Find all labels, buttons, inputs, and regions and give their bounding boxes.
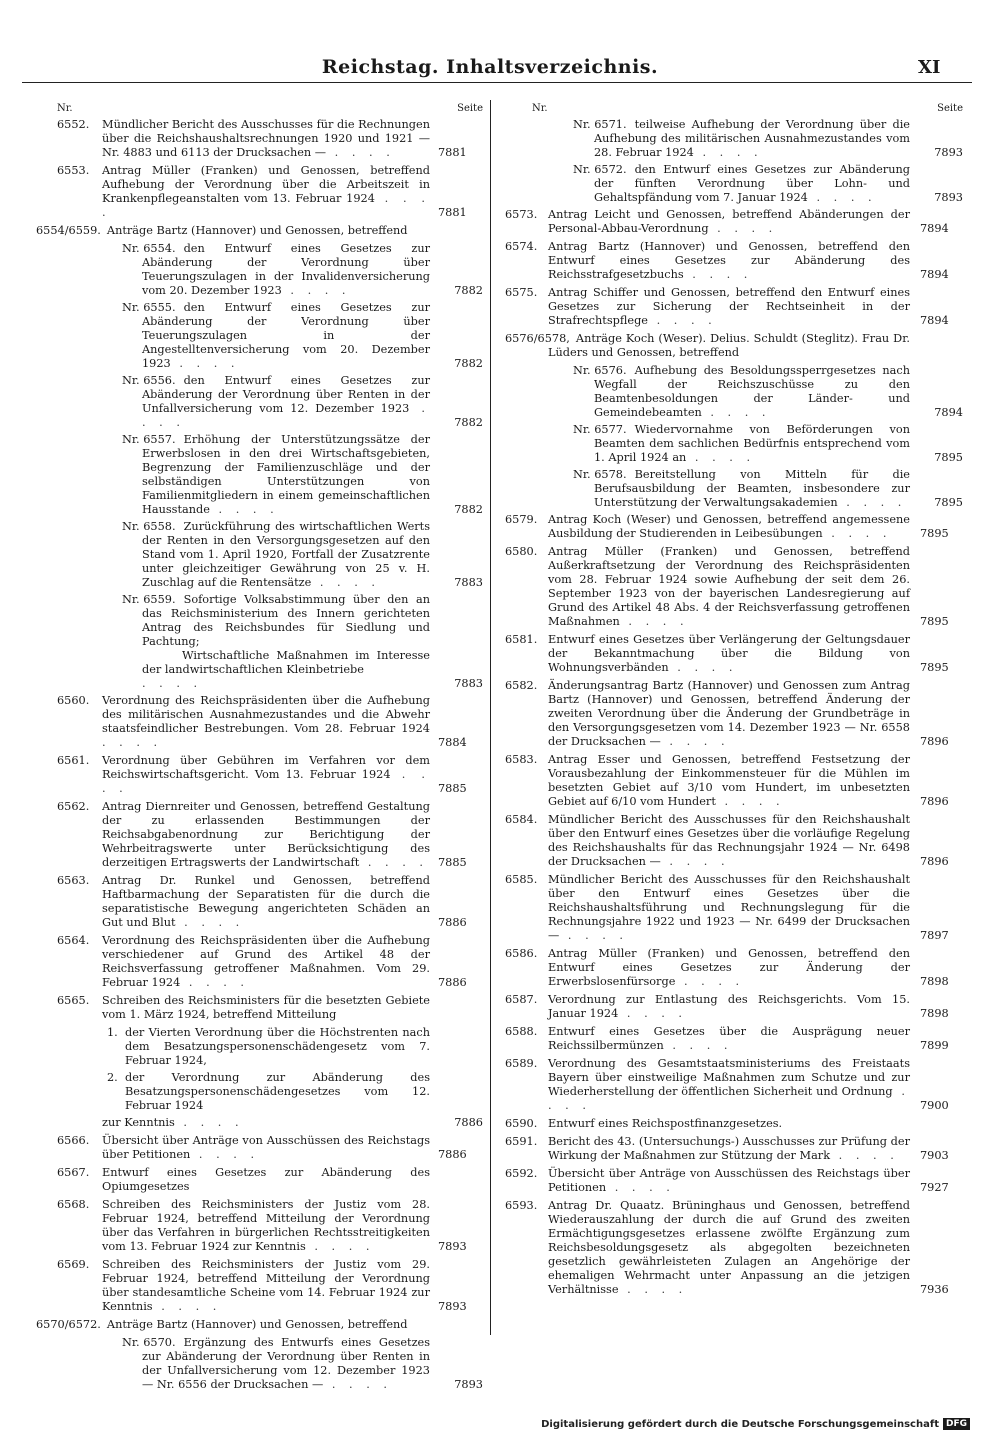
entry-text: Übersicht über Anträge von Ausschüssen des Reichstags über Petitionen [548,1167,910,1194]
dot-leader: . . . . [660,855,730,868]
sub-entry [500,423,965,465]
entry-number: 6554/6559. [36,224,101,237]
dot-leader: . . . . [683,268,753,281]
entry-number: 6590. [505,1117,538,1130]
entry-number: 6563. [57,874,90,887]
index-entry: 6573. Antrag Leicht und Genossen, betreffend Abänderungen der Personal-Abbau-Verordnung . . . . 7894 [505,208,949,235]
entry-number: 6593. [505,1199,538,1212]
entry-text: Entwurf eines Gesetzes über Verlängerung der Geltungsdauer der Bekanntmachung über die Bildung von Wohnungsverbänden [548,633,910,674]
entry-text: Antrag Müller (Franken) und Genossen, betreffend Aufhebung der Verordnung über die Arbeitszeit in Krankenpflegeanstalten vom 13. Februar 1924 [102,164,430,205]
dot-leader: . . . . [323,1378,392,1391]
sub-entry [25,593,485,691]
entry-text: Wiedervornahme von Beförderungen von Beamten dem sachlichen Bedürfnis entsprechend vom 1. April 1924 an [594,423,910,464]
entry-number: 6580. [505,545,538,558]
entry-number: 1. [107,1026,118,1039]
entry-text: Verordnung des Gesamtstaatsministeriums des Freistaats Bayern über einstweilige Maßnahmen zum Schutze und zur Wiederherstellung der öffentlichen Sicherheit und Ordnung [548,1057,910,1098]
entry-page: 7882 [454,503,483,516]
entry-number: 6565. [57,994,90,1007]
dot-leader: . . . . [311,576,381,589]
index-entry: 6563. Antrag Dr. Runkel und Genossen, betreffend Haftbarmachung der Separatisten für die durch die separatistische Bewegung angerichteten Schäden an Gut und Blut . . . . 7886 [57,874,467,929]
entry-list [25,118,485,1392]
dot-leader: . . . . [180,976,250,989]
page-title: Reichstag. Inhaltsverzeichnis. [321,56,659,78]
entry-number: 6566. [57,1134,90,1147]
index-entry: 6553. Antrag Müller (Franken) und Genossen, betreffend Aufhebung der Verordnung über die Arbeitszeit in Krankenpflegeanstalten vom 13. Februar 1924 . . . . 7881 [57,164,467,219]
entry-text: Entwurf eines Gesetzes zur Abänderung des Opiumgesetzes [102,1166,430,1193]
dot-leader: . . . . [142,402,430,429]
dot-leader: . . . . [693,146,763,159]
entry-number: 6570/6572. [36,1318,101,1331]
index-entry: 6581. Entwurf eines Gesetzes über Verlängerung der Geltungsdauer der Bekanntmachung über die Bildung von Wohnungsverbänden . . . . 7895 [505,633,949,674]
entry-text: Anträge Bartz (Hannover) und Genossen, betreffend [106,224,408,237]
entry-number: 6583. [505,753,538,766]
dot-leader: . . . . [175,916,245,929]
entry-page: 7882 [454,357,483,370]
entry-number: 6574. [505,240,538,253]
entry-text: Erhöhung der Unterstützungssätze der Erwerbslosen in den drei Wirtschaftsgebieten, Begrenzung der Familienzuschläge und der selbständigen Unterstützungen von Familienmitgliedern in einem gemeinschaftlichen Hausstande [142,433,430,516]
dot-leader: . . . . [715,795,785,808]
index-entry: 6566. Übersicht über Anträge von Ausschüssen des Reichstags über Petitionen . . . . 7886 [57,1134,467,1161]
entry-page: 7882 [454,284,483,297]
entry-page: 7893 [934,146,963,159]
index-entry: 6560. Verordnung des Reichspräsidenten über die Aufhebung des militärischen Ausnahmezustandes und die Abwehr staatsfeindlicher Bestrebungen. Vom 28. Februar 1924 . . . . 7884 [57,694,467,749]
entry-number: 6561. [57,754,90,767]
dot-leader: . . . . [618,1007,688,1020]
sub-entry [500,163,965,205]
entry-number: 6584. [505,813,538,826]
entry-number: Nr. 6577. [573,423,627,436]
entry-number: 6582. [505,679,538,692]
entry-list [500,118,965,1297]
entry-number: 6573. [505,208,538,221]
entry-text: Mündlicher Bericht des Ausschusses für die Rechnungen über die Reichshaushaltsrechnungen 1920 und 1921 — Nr. 4883 und 6113 der Drucksachen — [102,118,430,159]
dot-leader: . . . . [837,496,907,509]
entry-text: Schreiben des Reichsministers der Justiz vom 28. Februar 1924, betreffend Mitteilung der Verordnung über das Verfahren in bürgerlichen Rechtsstreitigkeiten vom 13. Februar 1924 zur Kenntnis [102,1198,430,1253]
entry-text: Schreiben des Reichsministers der Justiz vom 29. Februar 1924, betreffend Mitteilung der Verordnung über standesamtliche Scheine vom 14. Februar 1924 zur Kenntnis [102,1258,430,1313]
footer [541,1418,970,1430]
left-column [25,102,485,1395]
index-entry [500,332,965,360]
index-entry: 6587. Verordnung zur Entlastung des Reichsgerichts. Vom 15. Januar 1924 . . . . 7898 [505,993,949,1020]
entry-text: Bericht des 43. (Untersuchungs-) Ausschusses zur Prüfung der Wirkung der Maßnahmen zur Stützung der Mark [548,1135,910,1162]
index-entry: 6588. Entwurf eines Gesetzes über die Ausprägung neuer Reichssilbermünzen . . . . 7899 [505,1025,949,1052]
entry-text: Verordnung des Reichspräsidenten über die Aufhebung des militärischen Ausnahmezustandes und die Abwehr staatsfeindlicher Bestrebungen. Vom 28. Februar 1924 [102,694,430,735]
entry-number: Nr. 6559. [122,593,176,606]
entry-text: Antrag Schiffer und Genossen, betreffend den Entwurf eines Gesetzes zur Sicherung der Rechtseinheit in der Strafrechtspflege [548,286,910,327]
dot-leader: . . . . [170,357,240,370]
dot-leader: . . . . [668,661,738,674]
column-header-seite: Seite [457,103,483,114]
entry-page: 7893 [454,1378,483,1391]
entry-text: Bereitstellung von Mitteln für die Berufsausbildung der Beamten, insbesondere zur Unterstützung der Verwaltungsakademien [594,468,910,509]
index-entry: 6583. Antrag Esser und Genossen, betreffend Festsetzung der Vorausbezahlung der Einkommensteuer für die Mühlen im besetzten Gebiet auf 3/10 vom Hundert, im unbesetzten Gebiet auf 6/10 vom Hundert . . . . 7896 [505,753,949,808]
dot-leader: . . . . [675,975,745,988]
entry-page: 7893 [934,191,963,204]
sub-entry [500,118,965,160]
column-header-nr: Nr. [57,103,73,114]
entry-number: 6587. [505,993,538,1006]
index-entry: 6586. Antrag Müller (Franken) und Genossen, betreffend den Entwurf eines Gesetzes zur Änderung der Erwerbslosenfürsorge . . . . 7898 [505,947,949,988]
index-entry: 6574. Antrag Bartz (Hannover) und Genossen, betreffend den Entwurf eines Gesetzes zur Abänderung des Reichsstrafgesetzbuchs . . . . 7894 [505,240,949,281]
index-entry: 6585. Mündlicher Bericht des Ausschusses für den Reichshaushalt über den Entwurf eines Gesetzes über die Reichshaushaltsführung und Rechnungslegung für die Rechnungsjahre 1922 und 1923 — Nr. 6499 der Drucksachen — . . . . 7897 [505,873,949,942]
entry-page: 7895 [934,496,963,509]
column-divider [490,100,491,1335]
index-entry [25,994,485,1022]
dot-leader: . . . . [305,1240,375,1253]
sub-entry [25,520,485,590]
entry-text: Ergänzung des Entwurfs eines Gesetzes zur Abänderung der Verordnung über Renten in der Unfallversicherung vom 12. Dezember 1923 — Nr. 6556 der Drucksachen — [142,1336,430,1391]
index-entry: 6580. Antrag Müller (Franken) und Genossen, betreffend Außerkraftsetzung der Verordnung des Reichspräsidenten vom 28. Februar 1924 sowie Aufhebung der seit dem 26. September 1923 von der bayerischen Landesregierung auf Grund des Artikel 48 Abs. 4 der Reichsverfassung getroffenen Maßnahmen . . . . 7895 [505,545,949,628]
dot-leader: . . . . [281,284,351,297]
dot-leader: . . . . [822,527,892,540]
dot-leader: . . . . [708,222,778,235]
index-entry: 6562. Antrag Diernreiter und Genossen, betreffend Gestaltung der zu erlassenden Bestimmungen der Reichsabgabenordnung zur Berichtigung der Wehrbeitragswerte unter Berücksichtigung des derzeitigen Ertragswerts der Landwirtschaft . . . . 7885 [57,800,467,869]
index-entry: 6593. Antrag Dr. Quaatz. Brüninghaus und Genossen, betreffend Wiederauszahlung der durch die auf Grund des zweiten Ermächtigungsgesetzes erlassene zwölfte Ergänzung zum Reichsbesoldungsgesetz als abgegolten bezeichneten gesetzlich gewährleisteten Zulagen an Angehörige der ehemaligen Wehrmacht unter Anpassung an die jetzigen Verhältnisse . . . . 7936 [505,1199,949,1296]
entry-number: Nr. 6555. [122,301,176,314]
entry-text: Entwurf eines Gesetzes über die Ausprägung neuer Reichssilbermünzen [548,1025,910,1052]
entry-page: 7883 [454,576,483,589]
entry-number: Nr. 6557. [122,433,176,446]
entry-number: Nr. 6556. [122,374,176,387]
entry-text: Entwurf eines Reichspostfinanzgesetzes. [548,1117,783,1130]
sub-entry [25,301,485,371]
entry-text: Antrag Esser und Genossen, betreffend Festsetzung der Vorausbezahlung der Einkommensteuer für die Mühlen im besetzten Gebiet auf 3/10 vom Hundert, im unbesetzten Gebiet auf 6/10 vom Hundert [548,753,910,808]
dot-leader: . . . . [152,1300,222,1313]
entry-text: zur Kenntnis [102,1116,175,1129]
entry-number: 6552. [57,118,90,131]
entry-number: 6576/6578, [505,332,570,345]
column-header-seite: Seite [937,103,963,114]
entry-text: den Entwurf eines Gesetzes zur Abänderung der Verordnung über Teuerungszulagen in der Invalidenversicherung vom 20. Dezember 1923 [142,242,430,297]
index-entry: 6582. Änderungsantrag Bartz (Hannover) und Genossen zum Antrag Bartz (Hannover) und Genossen, betreffend Änderung der zweiten Verordnung über die Änderung der Grundbeträge in den Versorgungsgesetzen vom 14. Dezember 1923 — Nr. 6558 der Drucksachen — . . . . 7896 [505,679,949,748]
entry-number: 6588. [505,1025,538,1038]
dot-leader: . . . . [559,929,629,942]
index-entry [25,1071,485,1113]
entry-page: 7894 [934,406,963,419]
header-rule [22,82,972,83]
dot-leader: . . . . [102,736,163,749]
entry-number: Nr. 6554. [122,242,176,255]
entry-text: Anträge Bartz (Hannover) und Genossen, betreffend [106,1318,408,1331]
entry-number: 6560. [57,694,90,707]
index-entry: 6561. Verordnung über Gebühren im Verfahren vor dem Reichswirtschaftsgericht. Vom 13. Februar 1924 . . . . 7885 [57,754,467,795]
entry-text: Antrag Bartz (Hannover) und Genossen, betreffend den Entwurf eines Gesetzes zur Abänderung des Reichsstrafgesetzbuchs [548,240,910,281]
dot-leader: . . . . [209,503,279,516]
footer-credit: Digitalisierung gefördert durch die Deutsche Forschungsgemeinschaft [541,1418,939,1430]
index-entry [25,1318,485,1332]
dot-leader: . . . . [830,1149,899,1162]
entry-text: teilweise Aufhebung der Verordnung über die Aufhebung des militärischen Ausnahmezustandes vom 28. Februar 1924 [594,118,910,159]
sub-entry [25,242,485,298]
entry-text: Sofortige Volksabstimmung über den an das Reichsministerium des Innern gerichteten Antrag des Reichsbundes für Siedlung und Pachtung; [142,593,430,648]
entry-text: Antrag Dr. Runkel und Genossen, betreffend Haftbarmachung der Separatisten für die durch die separatistische Bewegung angerichteten Schäden an Gut und Blut [102,874,430,929]
entry-number: Nr. 6572. [573,163,627,176]
sub-entry [500,364,965,420]
entry-number: 6589. [505,1057,538,1070]
index-entry [25,1026,485,1068]
index-entry: 6579. Antrag Koch (Weser) und Genossen, betreffend angemessene Ausbildung der Studierenden in Leibesübungen . . . . 7895 [505,513,949,540]
entry-text: den Entwurf eines Gesetzes zur Abänderung der Verordnung über Teuerungszulagen in der Angestelltenversicherung vom 20. Dezember 1923 [142,301,430,370]
entry-number: Nr. 6558. [122,520,176,533]
column-header [25,102,485,118]
entry-number: 6586. [505,947,538,960]
dot-leader: . . . . [326,146,395,159]
index-entry: 6568. Schreiben des Reichsministers der Justiz vom 28. Februar 1924, betreffend Mitteilung der Verordnung über das Verfahren in bürgerlichen Rechtsstreitigkeiten vom 13. Februar 1924 zur Kenntnis . . . . 7893 [57,1198,467,1253]
column-header-nr: Nr. [532,103,548,114]
entry-number: Nr. 6578. [573,468,627,481]
entry-text: Schreiben des Reichsministers für die besetzten Gebiete vom 1. März 1924, betreffend Mitteilung [102,994,430,1021]
entry-text: Zurückführung des wirtschaftlichen Werts der Renten in den Versorgungsgesetzen auf den Stand vom 1. April 1920, Fortfall der Zusatzrente unter gleichzeitiger Gewährung von 25 v. H. Zuschlag auf die Rentensätze [142,520,430,589]
dot-leader: . . . . [701,406,771,419]
dfg-logo: DFG [943,1418,970,1430]
entry-page: 7895 [934,451,963,464]
right-column [500,102,965,1301]
dot-leader: . . . . [174,1116,244,1129]
entry-text: Verordnung über Gebühren im Verfahren vor dem Reichswirtschaftsgericht. Vom 13. Februar 1924 [102,754,430,781]
dot-leader: . . . . [359,856,429,869]
index-entry: 6569. Schreiben des Reichsministers der Justiz vom 29. Februar 1924, betreffend Mitteilung der Verordnung über standesamtliche Scheine vom 14. Februar 1924 zur Kenntnis . . . . 7893 [57,1258,467,1313]
entry-number: 6575. [505,286,538,299]
dot-leader: . . . . [807,191,877,204]
index-entry: 6575. Antrag Schiffer und Genossen, betreffend den Entwurf eines Gesetzes zur Sicherung der Rechtseinheit in der Strafrechtspflege . . . . 7894 [505,286,949,327]
dot-leader: . . . . [686,451,756,464]
entry-page: 7883 [454,677,483,690]
entry-text-continued: Wirtschaftliche Maßnahmen im Interesse der landwirtschaftlichen Kleinbetriebe [142,649,430,676]
entry-page: 7882 [454,416,483,429]
dot-leader: . . . . [548,1085,910,1112]
entry-text: Antrag Müller (Franken) und Genossen, betreffend den Entwurf eines Gesetzes zur Änderung der Erwerbslosenfürsorge [548,947,910,988]
index-entry [500,1117,965,1131]
dot-leader: . . . . [648,314,717,327]
entry-number: 2. [107,1071,118,1084]
entry-text: Übersicht über Anträge von Ausschüssen des Reichstags über Petitionen [102,1134,430,1161]
index-entry: 6584. Mündlicher Bericht des Ausschusses für den Reichshaushalt über den Entwurf eines Gesetzes über die vorläufige Regelung des Reichshaushalts für das Rechnungsjahr 1924 — Nr. 6498 der Drucksachen — . . . . 7896 [505,813,949,868]
entry-text: Verordnung des Reichspräsidenten über die Aufhebung verschiedener auf Grund des Artikel 48 der Reichsverfassung getroffener Maßnahmen. Vom 29. Februar 1924 [102,934,430,989]
entry-number: 6553. [57,164,90,177]
sub-entry [25,433,485,517]
entry-text: Aufhebung des Besoldungssperrgesetzes nach Wegfall der Reichszuschüsse zu den Beamtenbesoldungen der Länder- und Gemeindebeamten [594,364,910,419]
entry-number: 6581. [505,633,538,646]
dot-leader: . . . . [102,192,430,219]
dot-leader: . . . . [102,768,430,795]
sub-entry [500,468,965,510]
entry-number: 6568. [57,1198,90,1211]
entry-number: 6592. [505,1167,538,1180]
entry-number: 6562. [57,800,90,813]
dot-leader: . . . . [663,1039,733,1052]
entry-page: 7886 [454,1116,483,1129]
entry-number: Nr. 6570. [122,1336,176,1349]
dot-leader: . . . . [619,615,689,628]
entry-text: Antrag Koch (Weser) und Genossen, betreffend angemessene Ausbildung der Studierenden in Leibesübungen [548,513,910,540]
sub-entry [25,374,485,430]
entry-text: Antrag Diernreiter und Genossen, betreffend Gestaltung der zu erlassenden Bestimmungen der Reichsabgabenordnung zur Berichtigung der Wehrbeitragswerte unter Berücksichtigung des derzeitigen Ertragswerts der Landwirtschaft [102,800,430,869]
entry-text: Mündlicher Bericht des Ausschusses für den Reichshaushalt über den Entwurf eines Gesetzes über die Reichshaushaltsführung und Rechnungslegung für die Rechnungsjahre 1922 und 1923 — Nr. 6499 der Drucksachen — [548,873,910,942]
entry-text: Verordnung zur Entlastung des Reichsgerichts. Vom 15. Januar 1924 [548,993,910,1020]
index-entry: 6589. Verordnung des Gesamtstaatsministeriums des Freistaats Bayern über einstweilige Maßnahmen zum Schutze und zur Wiederherstellung der öffentlichen Sicherheit und Ordnung . . . . 7900 [505,1057,949,1112]
entry-number: 6567. [57,1166,90,1179]
entry-text: der Vierten Verordnung über die Höchstrenten nach dem Besatzungspersonenschädengesetz vom 7. Februar 1924, [125,1026,430,1067]
entry-number: Nr. 6571. [573,118,627,131]
entry-text: Anträge Koch (Weser). Delius. Schuldt (Steglitz). Frau Dr. Lüders und Genossen, betreffend [548,332,910,359]
index-entry [25,224,485,238]
entry-text: Antrag Leicht und Genossen, betreffend Abänderungen der Personal-Abbau-Verordnung [548,208,910,235]
entry-text: den Entwurf eines Gesetzes zur Abänderung der Verordnung über Renten in der Unfallversicherung vom 12. Dezember 1923 [142,374,430,415]
dot-leader: . . . . [618,1283,688,1296]
index-entry: 6592. Übersicht über Anträge von Ausschüssen des Reichstags über Petitionen . . . . 7927 [505,1167,949,1194]
page-number: XI [918,57,941,78]
entry-number: 6564. [57,934,90,947]
dot-leader: . . . . [606,1181,675,1194]
entry-text: Antrag Müller (Franken) und Genossen, betreffend Außerkraftsetzung der Verordnung des Reichspräsidenten vom 28. Februar 1924 sowie Aufhebung der seit dem 26. September 1923 von der bayerischen Landesregierung auf Grund des Artikel 48 Abs. 4 der Reichsverfassung getroffenen Maßnahmen [548,545,910,628]
sub-entry [25,1336,485,1392]
entry-number: 6591. [505,1135,538,1148]
entry-text: der Verordnung zur Abänderung des Besatzungspersonenschädengesetzes vom 12. Februar 1924 [125,1071,430,1112]
dot-leader: . . . . [142,677,203,690]
column-header [500,102,965,118]
entry-text: Antrag Dr. Quaatz. Brüninghaus und Genossen, betreffend Wiederauszahlung der durch die auf Grund des zweiten Ermächtigungsgesetzes erlassene zwölfte Ergänzung zum Reichsbesoldungsgesetz als abgegolten bezeichneten gesetzlich gewährleisteten Zulagen an Angehörige der ehemaligen Wehrmacht unter Anpassung an die jetzigen Verhältnisse [548,1199,910,1296]
entry-text: Änderungsantrag Bartz (Hannover) und Genossen zum Antrag Bartz (Hannover) und Genossen, betreffend Änderung der zweiten Verordnung über die Änderung der Grundbeträge in den Versorgungsgesetzen vom 14. Dezember 1923 — Nr. 6558 der Drucksachen — [548,679,910,748]
entry-number: Nr. 6576. [573,364,627,377]
entry-text: Mündlicher Bericht des Ausschusses für den Reichshaushalt über den Entwurf eines Gesetzes über die vorläufige Regelung des Reichshaushalts für das Rechnungsjahr 1924 — Nr. 6498 der Drucksachen — [548,813,910,868]
dot-leader: . . . . [190,1148,260,1161]
index-entry: 6591. Bericht des 43. (Untersuchungs-) Ausschusses zur Prüfung der Wirkung der Maßnahmen zur Stützung der Mark . . . . 7903 [505,1135,949,1162]
entry-text: den Entwurf eines Gesetzes zur Abänderung der fünften Verordnung über Lohn- und Gehaltspfändung vom 7. Januar 1924 [594,163,910,204]
index-entry: 6552. Mündlicher Bericht des Ausschusses für die Rechnungen über die Reichshaushaltsrechnungen 1920 und 1921 — Nr. 4883 und 6113 der Drucksachen — . . . . 7881 [57,118,467,159]
dot-leader: . . . . [660,735,730,748]
index-entry [25,1116,485,1130]
entry-number: 6569. [57,1258,90,1271]
index-entry [25,1166,485,1194]
entry-number: 6585. [505,873,538,886]
index-entry: 6564. Verordnung des Reichspräsidenten über die Aufhebung verschiedener auf Grund des Artikel 48 der Reichsverfassung getroffener Maßnahmen. Vom 29. Februar 1924 . . . . 7886 [57,934,467,989]
entry-number: 6579. [505,513,538,526]
